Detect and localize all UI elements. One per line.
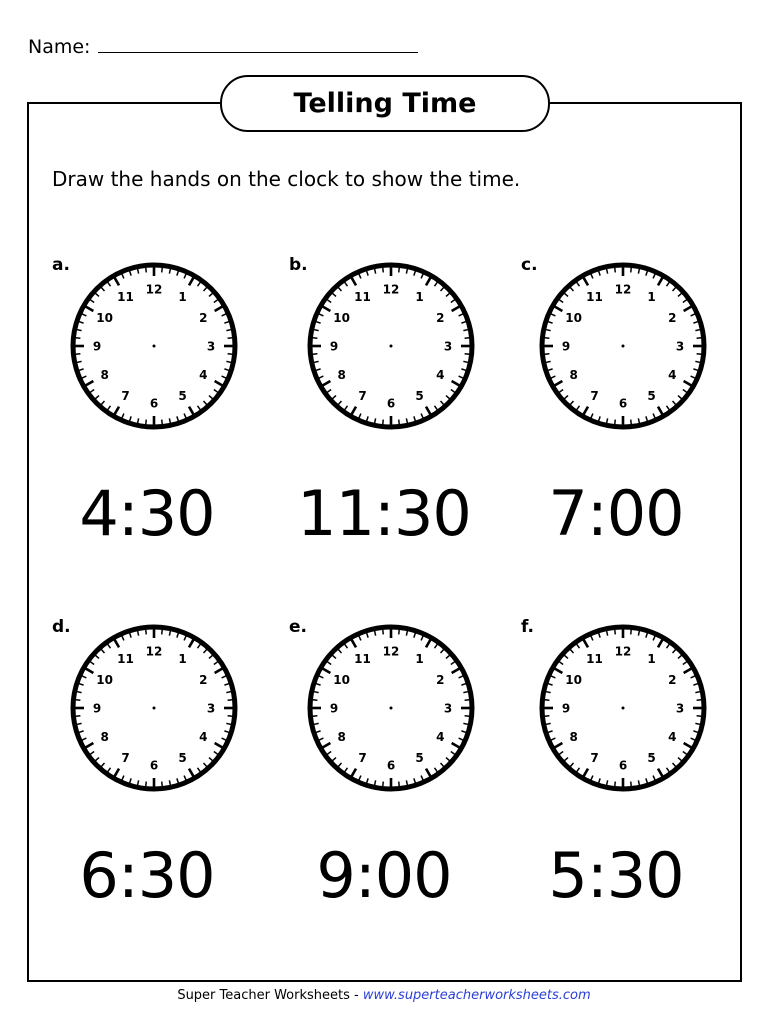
minute-tick [169, 418, 170, 423]
minute-tick [631, 782, 632, 787]
problem-letter: b. [289, 255, 308, 275]
name-row [28, 36, 418, 58]
clock-number: 4 [668, 730, 677, 744]
time-label: 7:00 [548, 477, 684, 550]
time-label: 11:30 [297, 477, 471, 550]
minute-tick [375, 418, 376, 423]
time-label: 5:30 [548, 839, 684, 912]
minute-tick [406, 631, 407, 636]
clock-number: 8 [337, 368, 346, 382]
minute-tick [383, 267, 384, 272]
minute-tick [638, 269, 639, 274]
clock-number: 9 [92, 701, 102, 716]
clock-number: 9 [329, 701, 339, 716]
minute-tick [383, 420, 384, 425]
minute-tick [162, 420, 163, 425]
minute-tick [631, 267, 632, 272]
minute-tick [546, 692, 551, 693]
clock-number: 9 [561, 701, 571, 716]
clock-number: 8 [337, 730, 346, 744]
clock-number: 8 [569, 368, 578, 382]
clock-number: 7 [590, 750, 599, 765]
problem-b [289, 255, 519, 575]
clock-number: 9 [329, 339, 339, 354]
minute-tick [544, 700, 549, 701]
clock-number: 3 [675, 701, 685, 716]
minute-tick [169, 269, 170, 274]
clock-number: 6 [386, 758, 396, 773]
clock-number: 1 [647, 290, 656, 305]
footer [0, 988, 768, 1003]
footer-link[interactable]: www.superteacherworksheets.com [362, 988, 591, 1003]
minute-tick [607, 780, 608, 785]
minute-tick [146, 782, 147, 787]
problem-letter: c. [521, 255, 538, 275]
problem-c [521, 255, 751, 575]
clock-number: 9 [92, 339, 102, 354]
minute-tick [383, 782, 384, 787]
clock-number: 2 [436, 673, 445, 687]
clock-number: 4 [436, 730, 445, 744]
minute-tick [226, 723, 231, 724]
minute-tick [77, 361, 82, 362]
minute-tick [638, 631, 639, 636]
minute-tick [77, 330, 82, 331]
minute-tick [697, 354, 702, 355]
clock-number: 9 [561, 339, 571, 354]
clock-number: 4 [436, 368, 445, 382]
minute-tick [228, 338, 233, 339]
clock-center-dot [153, 345, 156, 348]
clock-number: 5 [178, 750, 187, 765]
minute-tick [314, 361, 319, 362]
minute-tick [314, 692, 319, 693]
minute-tick [146, 420, 147, 425]
minute-tick [226, 330, 231, 331]
clock-number: 2 [668, 311, 677, 325]
minute-tick [375, 780, 376, 785]
minute-tick [375, 269, 376, 274]
clock-face[interactable] [68, 260, 240, 432]
clock-number: 3 [443, 701, 453, 716]
minute-tick [546, 330, 551, 331]
clock-number: 7 [121, 750, 130, 765]
minute-tick [226, 692, 231, 693]
minute-tick [697, 700, 702, 701]
clock-number: 5 [647, 388, 656, 403]
minute-tick [465, 700, 470, 701]
minute-tick [312, 700, 317, 701]
clock-number: 1 [178, 652, 187, 667]
name-label: Name: [28, 36, 91, 58]
clock-number: 10 [565, 311, 582, 325]
clock-number: 11 [354, 652, 371, 667]
problem-d [52, 617, 282, 937]
minute-tick [314, 723, 319, 724]
minute-tick [146, 267, 147, 272]
clock-number: 8 [569, 730, 578, 744]
clock-number: 11 [117, 290, 134, 305]
footer-text: Super Teacher Worksheets - [177, 988, 363, 1003]
problem-letter: f. [521, 617, 534, 637]
minute-tick [544, 354, 549, 355]
title-banner [220, 75, 550, 132]
clock-number: 10 [96, 311, 113, 325]
clock-number: 11 [586, 652, 603, 667]
minute-tick [399, 782, 400, 787]
minute-tick [463, 330, 468, 331]
minute-tick [138, 631, 139, 636]
minute-tick [75, 338, 80, 339]
minute-tick [631, 629, 632, 634]
clock-number: 4 [199, 730, 208, 744]
clock-face[interactable] [537, 622, 709, 794]
time-label: 6:30 [79, 839, 215, 912]
minute-tick [546, 723, 551, 724]
clock-center-dot [390, 345, 393, 348]
minute-tick [465, 716, 470, 717]
clock-number: 1 [178, 290, 187, 305]
clock-number: 12 [382, 282, 400, 297]
minute-tick [615, 629, 616, 634]
minute-tick [169, 780, 170, 785]
clock-number: 6 [386, 396, 396, 411]
minute-tick [607, 418, 608, 423]
minute-tick [383, 629, 384, 634]
clock-number: 5 [415, 388, 424, 403]
clock-number: 5 [415, 750, 424, 765]
clock-number: 2 [199, 311, 208, 325]
clock-number: 6 [618, 396, 628, 411]
minute-tick [546, 361, 551, 362]
minute-tick [695, 692, 700, 693]
minute-tick [695, 723, 700, 724]
minute-tick [406, 269, 407, 274]
minute-tick [138, 269, 139, 274]
time-label: 4:30 [79, 477, 215, 550]
clock-number: 12 [145, 644, 163, 659]
minute-tick [75, 354, 80, 355]
minute-tick [138, 418, 139, 423]
clock-number: 3 [206, 701, 216, 716]
clock-face[interactable] [68, 622, 240, 794]
clock-number: 8 [100, 730, 109, 744]
minute-tick [228, 354, 233, 355]
clock-number: 6 [618, 758, 628, 773]
minute-tick [615, 782, 616, 787]
minute-tick [77, 723, 82, 724]
minute-tick [465, 354, 470, 355]
minute-tick [312, 338, 317, 339]
problem-letter: d. [52, 617, 71, 637]
problem-e [289, 617, 519, 937]
clock-number: 6 [149, 396, 159, 411]
clock-number: 10 [333, 311, 350, 325]
clock-face[interactable] [537, 260, 709, 432]
minute-tick [75, 716, 80, 717]
minute-tick [138, 780, 139, 785]
clock-center-dot [390, 707, 393, 710]
clock-number: 4 [668, 368, 677, 382]
clock-number: 3 [443, 339, 453, 354]
minute-tick [638, 418, 639, 423]
problem-a [52, 255, 282, 575]
minute-tick [228, 700, 233, 701]
clock-number: 2 [199, 673, 208, 687]
clock-number: 5 [178, 388, 187, 403]
clock-number: 1 [415, 652, 424, 667]
minute-tick [615, 420, 616, 425]
minute-tick [463, 723, 468, 724]
minute-tick [697, 338, 702, 339]
problem-letter: a. [52, 255, 70, 275]
minute-tick [607, 631, 608, 636]
clock-face[interactable] [305, 260, 477, 432]
minute-tick [399, 267, 400, 272]
minute-tick [146, 629, 147, 634]
clock-number: 5 [647, 750, 656, 765]
minute-tick [638, 780, 639, 785]
minute-tick [697, 716, 702, 717]
clock-number: 10 [565, 673, 582, 687]
clock-number: 4 [199, 368, 208, 382]
clock-number: 8 [100, 368, 109, 382]
clock-number: 10 [333, 673, 350, 687]
clock-number: 1 [647, 652, 656, 667]
clock-number: 3 [675, 339, 685, 354]
clock-number: 12 [382, 644, 400, 659]
minute-tick [406, 780, 407, 785]
minute-tick [695, 361, 700, 362]
minute-tick [375, 631, 376, 636]
minute-tick [615, 267, 616, 272]
minute-tick [169, 631, 170, 636]
minute-tick [75, 700, 80, 701]
minute-tick [226, 361, 231, 362]
clock-center-dot [622, 707, 625, 710]
minute-tick [77, 692, 82, 693]
clock-number: 11 [117, 652, 134, 667]
minute-tick [607, 269, 608, 274]
minute-tick [465, 338, 470, 339]
clock-number: 7 [358, 750, 367, 765]
minute-tick [162, 267, 163, 272]
clock-number: 12 [145, 282, 163, 297]
minute-tick [463, 692, 468, 693]
clock-number: 11 [586, 290, 603, 305]
minute-tick [162, 629, 163, 634]
clock-number: 7 [358, 388, 367, 403]
minute-tick [544, 338, 549, 339]
minute-tick [312, 354, 317, 355]
page-title: Telling Time [293, 88, 477, 119]
clock-number: 1 [415, 290, 424, 305]
time-label: 9:00 [316, 839, 452, 912]
minute-tick [228, 716, 233, 717]
minute-tick [631, 420, 632, 425]
minute-tick [399, 420, 400, 425]
instructions: Draw the hands on the clock to show the time. [52, 167, 521, 191]
clock-number: 10 [96, 673, 113, 687]
minute-tick [406, 418, 407, 423]
minute-tick [544, 716, 549, 717]
minute-tick [399, 629, 400, 634]
clock-center-dot [153, 707, 156, 710]
minute-tick [314, 330, 319, 331]
clock-number: 11 [354, 290, 371, 305]
minute-tick [463, 361, 468, 362]
clock-number: 2 [436, 311, 445, 325]
problem-f [521, 617, 751, 937]
name-line[interactable] [98, 52, 418, 53]
clock-number: 3 [206, 339, 216, 354]
clock-number: 2 [668, 673, 677, 687]
minute-tick [162, 782, 163, 787]
minute-tick [695, 330, 700, 331]
clock-face[interactable] [305, 622, 477, 794]
clock-number: 7 [121, 388, 130, 403]
clock-number: 12 [614, 644, 632, 659]
clock-center-dot [622, 345, 625, 348]
clock-number: 6 [149, 758, 159, 773]
problem-letter: e. [289, 617, 307, 637]
clock-number: 7 [590, 388, 599, 403]
minute-tick [312, 716, 317, 717]
clock-number: 12 [614, 282, 632, 297]
